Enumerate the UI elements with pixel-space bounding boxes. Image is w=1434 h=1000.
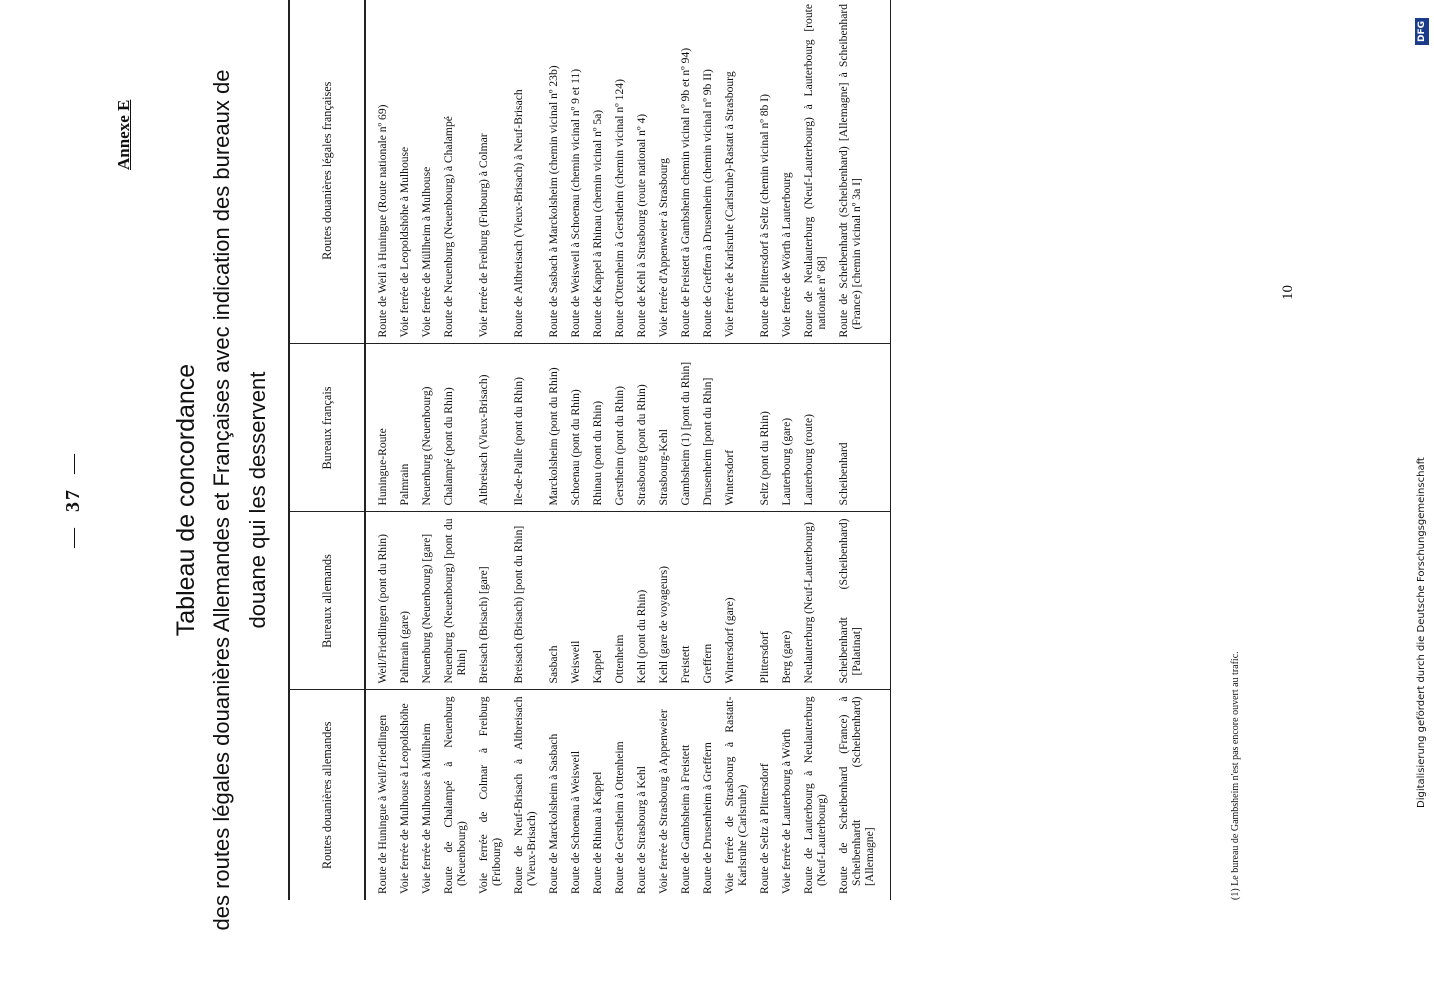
bureau-allemand-cell: Berg (gare) xyxy=(776,512,798,690)
dfg-logo: DFG xyxy=(1415,18,1429,45)
bureau-francais-cell: Marckolsheim (pont du Rhin) xyxy=(543,344,565,512)
bureau-francais-cell: Scheibenhard xyxy=(833,344,891,512)
bureau-allemand-cell: Scheibenhardt (Scheibenhard) [Palatinat] xyxy=(833,512,891,690)
route-francaise-cell: Voie ferrée de Wörth à Lauterbourg xyxy=(776,0,798,344)
route-allemande-cell: Route de Gerstheim à Ottenheim xyxy=(613,741,626,894)
table-row xyxy=(675,0,697,900)
bureau-francais-cell: Lauterbourg (route) xyxy=(798,344,833,512)
route-francaise-cell: Route de Greffern à Drusenheim (chemin vicinal nº 9b II) xyxy=(697,0,719,344)
concordance-table xyxy=(288,0,891,900)
folio-number: 10 xyxy=(1280,285,1296,300)
bureau-francais-cell: Ile-de-Paille (pont du Rhin) xyxy=(508,344,543,512)
route-allemande-cell: Route de Gambsheim à Freistett xyxy=(679,744,692,894)
bureau-allemand-cell: Greffern xyxy=(697,512,719,690)
bureau-francais-cell: Strasbourg-Kehl xyxy=(653,344,675,512)
bureau-francais-cell: Altbreisach (Vieux-Brisach) xyxy=(473,344,508,512)
table-row xyxy=(697,0,719,900)
col-header-bureaux-francais: Bureaux français xyxy=(289,344,365,512)
bureau-francais-cell: Palmrain xyxy=(394,344,416,512)
page-number: —37— xyxy=(62,452,84,548)
bureau-francais-cell: Wintersdorf xyxy=(719,344,754,512)
route-allemande-cell: Route de Strasbourg à Kehl xyxy=(635,766,648,894)
table-header-row xyxy=(289,0,365,900)
route-allemande-cell: Voie ferrée de Strasbourg à Rastatt-Karlsruhe (Carlsruhe) xyxy=(723,696,749,894)
table-row xyxy=(473,0,508,900)
table-row xyxy=(754,0,776,900)
bureau-allemand-cell: Neuenburg (Neuenbourg) [pont du Rhin] xyxy=(438,512,473,690)
bureau-francais-cell: Chalampé (pont du Rhin) xyxy=(438,344,473,512)
route-francaise-cell: Voie ferrée de Müllheim à Mulhouse xyxy=(416,0,438,344)
route-francaise-cell: Route de Altbreisach (Vieux-Brisach) à Neuf-Brisach xyxy=(508,0,543,344)
table-row xyxy=(416,0,438,900)
bureau-francais-cell: Lauterbourg (gare) xyxy=(776,344,798,512)
route-francaise-cell: Route de Plittersdorf à Seltz (chemin vicinal nº 8b I) xyxy=(754,0,776,344)
bureau-francais-cell: Gerstheim (pont du Rhin) xyxy=(609,344,631,512)
bureau-francais-cell: Schoenau (pont du Rhin) xyxy=(565,344,587,512)
table-row xyxy=(508,0,543,900)
table-row xyxy=(365,0,394,900)
col-header-bureaux-allemands: Bureaux allemands xyxy=(289,512,365,690)
title-line-1: Tableau de concordance xyxy=(172,363,200,637)
route-allemande-cell: Route de Rhinau à Kappel xyxy=(591,771,604,894)
route-francaise-cell: Route de Neulauterburg (Neuf-Lauterbourg) à Lauterbourg [route nationale nº 68] xyxy=(798,0,833,344)
bureau-allemand-cell: Breisach (Brisach) [pont du Rhin] xyxy=(508,512,543,690)
route-francaise-cell: Route de Freistett à Gambsheim chemin vicinal nº 9b et nº 94) xyxy=(675,0,697,344)
table-row xyxy=(833,0,891,900)
route-allemande-cell: Route de Schoenau à Weisweil xyxy=(569,750,582,894)
route-francaise-cell: Route de Sasbach à Marckolsheim (chemin vicinal nº 23b) xyxy=(543,0,565,344)
table-row xyxy=(776,0,798,900)
bureau-allemand-cell: Plittersdorf xyxy=(754,512,776,690)
route-allemande-cell: Route de Neuf-Brisach à Altbreisach (Vieux-Brisach) xyxy=(512,696,538,894)
table-row xyxy=(543,0,565,900)
table-body xyxy=(365,0,891,900)
route-allemande-cell: Voie ferrée de Mulhouse à Leopoldshöhe xyxy=(398,703,411,894)
bureau-francais-cell: Rhinau (pont du Rhin) xyxy=(587,344,609,512)
bureau-francais-cell: Strasbourg (pont du Rhin) xyxy=(631,344,653,512)
bureau-allemand-cell: Kappel xyxy=(587,512,609,690)
table-row xyxy=(394,0,416,900)
route-francaise-cell: Route de Scheibenhardt (Scheibenhard) [Allemagne] à Scheibenhard (France) [chemin vicinal nº 3a I] xyxy=(833,0,891,344)
table-row xyxy=(798,0,833,900)
route-allemande-cell: Route de Seltz à Plittersdorf xyxy=(758,763,771,894)
bureau-francais-cell: Drusenheim [pont du Rhin] xyxy=(697,344,719,512)
route-allemande-cell: Voie ferrée de Mulhouse à Müllheim xyxy=(420,723,433,894)
digitization-sidebar xyxy=(1413,0,1434,1000)
route-francaise-cell: Voie ferrée de Leopoldshöhe à Mulhouse xyxy=(394,0,416,344)
bureau-allemand-cell: Breisach (Brisach) [gare] xyxy=(473,512,508,690)
bureau-allemand-cell: Ottenheim xyxy=(609,512,631,690)
route-allemande-cell: Route de Marckolsheim à Sasbach xyxy=(547,733,560,894)
route-allemande-cell: Voie ferrée de Lauterbourg à Wörth xyxy=(780,728,793,894)
title-line-2: des routes légales douanières Allemandes et Françaises avec indication des bureaux de xyxy=(209,69,234,931)
bureau-allemand-cell: Weisweil xyxy=(565,512,587,690)
bureau-allemand-cell: Wintersdorf (gare) xyxy=(719,512,754,690)
route-francaise-cell: Route de Weisweil à Schoenau (chemin vicinal nº 9 et 11) xyxy=(565,0,587,344)
table-row xyxy=(631,0,653,900)
route-francaise-cell: Voie ferrée de Freiburg (Fribourg) à Colmar xyxy=(473,0,508,344)
bureau-allemand-cell: Kehl (gare de voyageurs) xyxy=(653,512,675,690)
bureau-francais-cell: Seltz (pont du Rhin) xyxy=(754,344,776,512)
route-allemande-cell: Route de Lauterbourg à Neulauterburg (Neuf-Lauterbourg) xyxy=(802,696,828,894)
table-row xyxy=(438,0,473,900)
bureau-francais-cell: Neuenburg (Neuenbourg) xyxy=(416,344,438,512)
route-allemande-cell: Voie ferrée de Strasbourg à Appenweier xyxy=(657,709,670,894)
page-title xyxy=(168,0,276,1000)
table-row xyxy=(609,0,631,900)
bureau-francais-cell: Huningue-Route xyxy=(365,344,394,512)
table-row xyxy=(719,0,754,900)
route-francaise-cell: Voie ferrée d'Appenweier à Strasbourg xyxy=(653,0,675,344)
route-allemande-cell: Voie ferrée de Colmar à Freiburg (Fribourg) xyxy=(477,696,503,894)
footnote: (1) Le bureau de Gambsheim n'est pas encore ouvert au trafic. xyxy=(1230,651,1241,900)
bureau-allemand-cell: Neuenburg (Neuenbourg) [gare] xyxy=(416,512,438,690)
bureau-francais-cell: Gambsheim (1) [pont du Rhin] xyxy=(675,344,697,512)
route-francaise-cell: Voie ferrée de Karlsruhe (Carlsruhe)-Rastatt à Strasbourg xyxy=(719,0,754,344)
table-row xyxy=(653,0,675,900)
annex-label: Annexe E xyxy=(114,99,133,170)
route-francaise-cell: Route de Kappel à Rhinau (chemin vicinal nº 5a) xyxy=(587,0,609,344)
table-row xyxy=(565,0,587,900)
bureau-allemand-cell: Palmrain (gare) xyxy=(394,512,416,690)
route-allemande-cell: Route de Huningue à Weil/Friedlingen xyxy=(376,714,389,894)
route-francaise-cell: Route d'Ottenheim à Gerstheim (chemin vicinal nº 124) xyxy=(609,0,631,344)
bureau-allemand-cell: Kehl (pont du Rhin) xyxy=(631,512,653,690)
col-header-routes-allemandes: Routes douanières allemandes xyxy=(289,690,365,900)
bureau-allemand-cell: Sasbach xyxy=(543,512,565,690)
route-francaise-cell: Route de Neuenburg (Neuenbourg) à Chalampé xyxy=(438,0,473,344)
bureau-allemand-cell: Freistett xyxy=(675,512,697,690)
route-allemande-cell: Route de Scheibenhard (France) à Scheibenhardt (Scheibenhard) [Allemagne] xyxy=(833,690,891,900)
route-allemande-cell: Route de Drusenheim à Greffern xyxy=(701,742,714,894)
route-allemande-cell: Route de Chalampé à Neuenburg (Neuenbourg) xyxy=(442,696,468,894)
route-francaise-cell: Route de Kehl à Strasbourg (route national nº 4) xyxy=(631,0,653,344)
col-header-routes-francaises: Routes douanières légales françaises xyxy=(289,0,365,344)
table-row xyxy=(587,0,609,900)
bureau-allemand-cell: Weil/Friedlingen (pont du Rhin) xyxy=(365,512,394,690)
funding-note: Digitalisierung gefördert durch die Deutsche Forschungsgemeinschaft xyxy=(1416,457,1427,808)
bureau-allemand-cell: Neulauterburg (Neuf-Lauterbourg) xyxy=(798,512,833,690)
title-line-3: douane qui les desservent xyxy=(245,371,270,629)
route-francaise-cell: Route de Weil à Huningue (Route nationale nº 69) xyxy=(365,0,394,344)
